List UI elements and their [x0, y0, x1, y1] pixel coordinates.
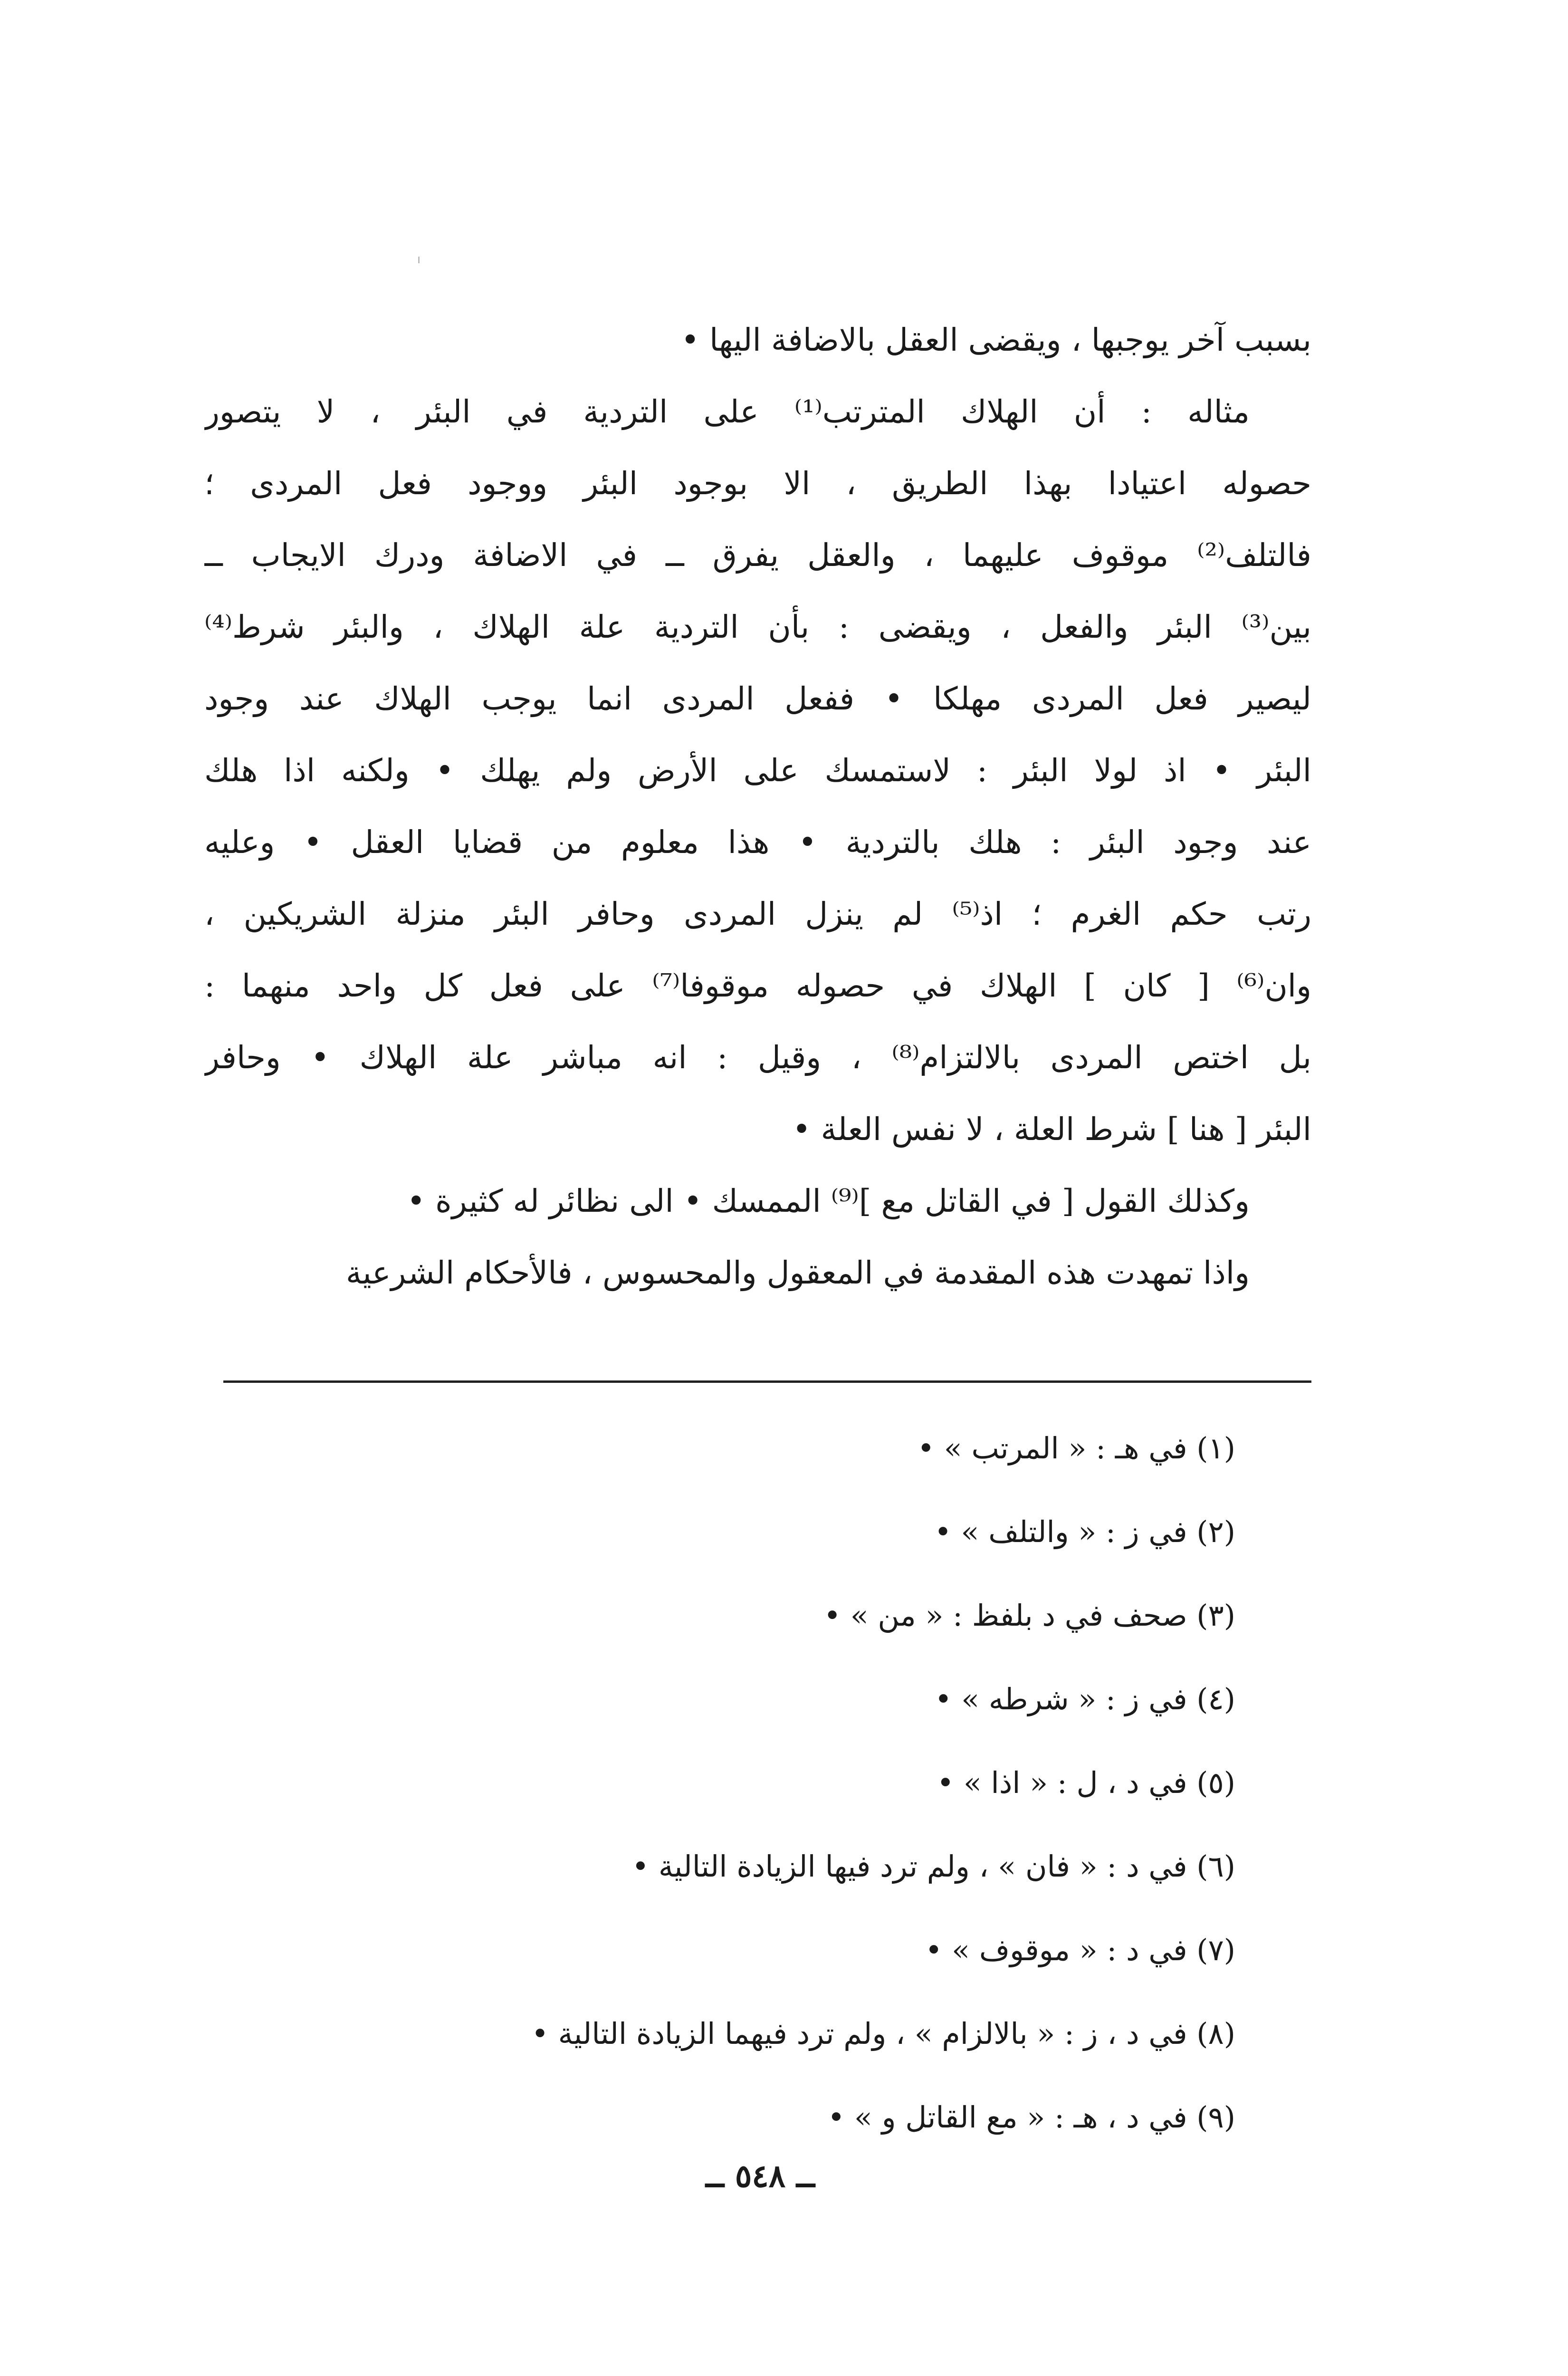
- footnote: (٢) في ز : « والتلف » •: [934, 1514, 1235, 1549]
- footnote-separator: [223, 1380, 1311, 1383]
- scan-speck: [418, 257, 420, 263]
- footnotes: [204, 1407, 1235, 2159]
- footnote: (٧) في د : « موقوف » •: [925, 1933, 1235, 1967]
- text-line: مثاله : أن الهلاك المترتب⁽¹⁾ على التردية في البئر ، لا يتصور: [204, 393, 1250, 430]
- text-line: وان⁽⁶⁾ [ كان ] الهلاك في حصوله موقوفا⁽⁷⁾ على فعل كل واحد منهما :: [204, 968, 1311, 1004]
- footnote: (١) في هـ : « المرتب » •: [917, 1431, 1235, 1466]
- footnote: (٣) صحف في د بلفظ : « من » •: [823, 1598, 1235, 1633]
- text-line: وكذلك القول [ في القاتل مع ]⁽⁹⁾ الممسك • الى نظائر له كثيرة •: [407, 1183, 1250, 1219]
- text-line: واذا تمهدت هذه المقدمة في المعقول والمحسوس ، فالأحكام الشرعية: [345, 1255, 1250, 1291]
- text-line: بل اختص المردى بالالتزام⁽⁸⁾ ، وقيل : انه مباشر علة الهلاك • وحافر: [204, 1039, 1311, 1076]
- footnote: (٥) في د ، ل : « اذا » •: [937, 1765, 1235, 1800]
- footnote: (٨) في د ، ز : « بالالزام » ، ولم ترد فيهما الزيادة التالية •: [531, 2016, 1235, 2051]
- main-text: [204, 304, 1311, 1309]
- text-line: عند وجود البئر : هلك بالتردية • هذا معلوم من قضايا العقل • وعليه: [204, 824, 1311, 861]
- page-number: ــ ٥٤٨ ــ: [706, 2157, 815, 2194]
- text-line: رتب حكم الغرم ؛ اذ⁽⁵⁾ لم ينزل المردى وحافر البئر منزلة الشريكين ،: [204, 896, 1311, 932]
- footnote: (٤) في ز : « شرطه » •: [935, 1682, 1235, 1716]
- text-line: ليصير فعل المردى مهلكا • ففعل المردى انما يوجب الهلاك عند وجود: [204, 680, 1311, 717]
- footnote: (٩) في د ، هـ : « مع القاتل و » •: [827, 2100, 1235, 2135]
- text-line: حصوله اعتيادا بهذا الطريق ، الا بوجود البئر ووجود فعل المردى ؛: [204, 465, 1311, 502]
- text-line: بين⁽³⁾ البئر والفعل ، ويقضى : بأن التردية علة الهلاك ، والبئر شرط⁽⁴⁾: [204, 609, 1311, 645]
- footnote: (٦) في د : « فان » ، ولم ترد فيها الزيادة التالية •: [631, 1849, 1235, 1884]
- text-line: فالتلف⁽²⁾ موقوف عليهما ، والعقل يفرق ــ في الاضافة ودرك الايجاب ــ: [204, 537, 1311, 574]
- text-line: البئر • اذ لولا البئر : لاستمسك على الأرض ولم يهلك • ولكنه اذا هلك: [204, 752, 1311, 789]
- text-line: بسبب آخر يوجبها ، ويقضى العقل بالاضافة اليها •: [681, 322, 1311, 358]
- text-line: البئر [ هنا ] شرط العلة ، لا نفس العلة •: [792, 1111, 1311, 1148]
